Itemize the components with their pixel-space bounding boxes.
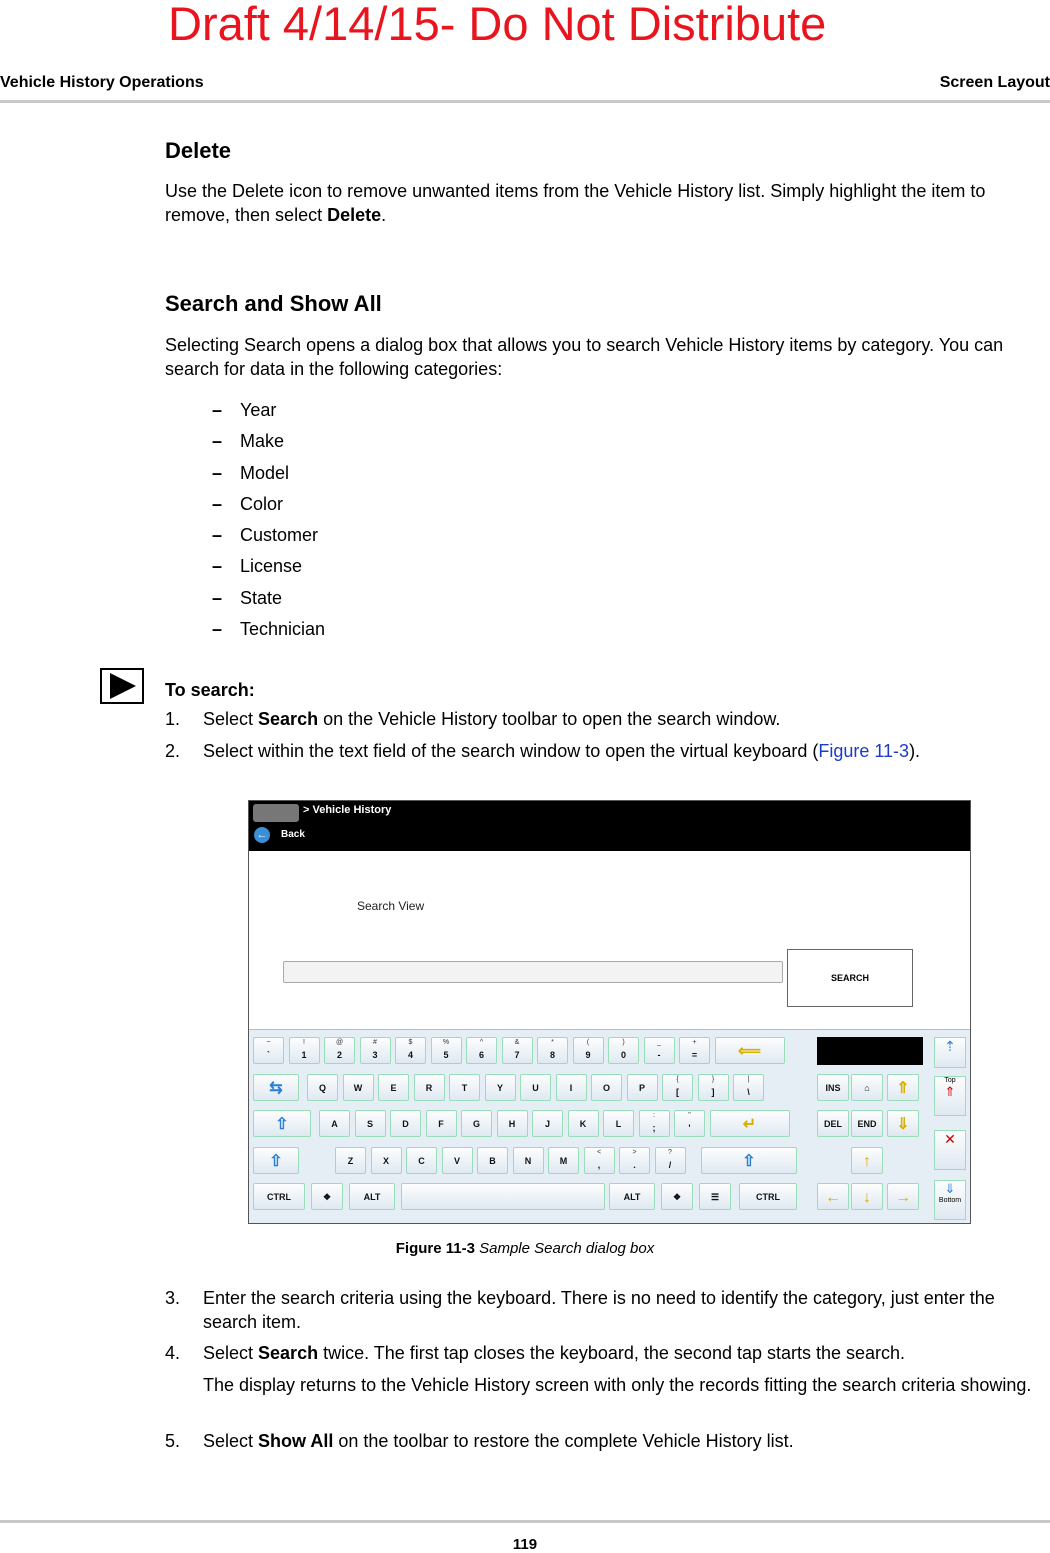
procedure-title: To search: [165, 680, 255, 700]
step-number [165, 1373, 203, 1397]
space-key[interactable] [401, 1183, 605, 1210]
key-u[interactable]: U [520, 1074, 551, 1101]
alt-left-key[interactable]: ALT [349, 1183, 395, 1210]
category-label: Year [240, 400, 277, 420]
key-p[interactable]: P [627, 1074, 658, 1101]
key-6[interactable]: ^ 6 [466, 1037, 497, 1064]
key-/[interactable]: ? / [655, 1147, 686, 1174]
end-key[interactable]: END [851, 1110, 883, 1137]
virtual-keyboard [249, 1029, 970, 1224]
ctrl-left-key[interactable]: CTRL [253, 1183, 305, 1210]
key-=[interactable]: + = [679, 1037, 710, 1064]
enter-key[interactable]: ↵ [710, 1110, 790, 1137]
key-q[interactable]: Q [307, 1074, 338, 1101]
page-number: 119 [512, 1536, 538, 1553]
procedure-step [165, 739, 1045, 763]
procedure-step [165, 707, 1045, 731]
key-s[interactable]: S [355, 1110, 386, 1137]
key-c[interactable]: C [406, 1147, 437, 1174]
key-1[interactable]: ! 1 [289, 1037, 320, 1064]
bullet-dash: – [212, 493, 223, 514]
bullet-dash: – [212, 525, 223, 546]
backspace-key[interactable]: ⟸ [715, 1037, 785, 1064]
category-item [212, 400, 325, 431]
key-t[interactable]: T [449, 1074, 480, 1101]
step-number: 1. [165, 709, 181, 729]
key-8[interactable]: * 8 [537, 1037, 568, 1064]
running-header [0, 74, 1050, 96]
figure-titlebar [249, 801, 970, 851]
key-f[interactable]: F [426, 1110, 457, 1137]
key-d[interactable]: D [390, 1110, 421, 1137]
key-r[interactable]: R [414, 1074, 445, 1101]
close-keyboard-icon[interactable]: ✕ [934, 1130, 966, 1170]
move-keyboard-bottom-button[interactable]: ⇓ Bottom [934, 1180, 966, 1220]
key-`[interactable]: ~ ` [253, 1037, 284, 1064]
step-number: 3. [165, 1288, 181, 1308]
page-down-key[interactable]: ⇓ [887, 1110, 919, 1137]
key-[[interactable]: { [ [662, 1074, 693, 1101]
key-'[interactable]: " ' [674, 1110, 705, 1137]
procedure-step [165, 1429, 1045, 1453]
key-k[interactable]: K [568, 1110, 599, 1137]
category-label: Customer [240, 525, 319, 546]
keyboard-display-bar [817, 1037, 923, 1065]
bullet-dash: – [212, 462, 223, 483]
key-i[interactable]: I [556, 1074, 587, 1101]
search-heading: Search and Show All [165, 291, 382, 316]
key-7[interactable]: & 7 [502, 1037, 533, 1064]
back-button[interactable]: Back [281, 829, 305, 840]
keyboard-dock-up-icon[interactable]: ⇡ [934, 1037, 966, 1068]
search-paragraph: Selecting Search opens a dialog box that allows you to search Vehicle History items by category. You can search for data in the following categories: [165, 335, 1004, 379]
category-item [212, 525, 325, 556]
key-j[interactable]: J [532, 1110, 563, 1137]
key-v[interactable]: V [442, 1147, 473, 1174]
category-item [212, 494, 325, 525]
search-button[interactable]: SEARCH [787, 949, 913, 1007]
step-text: Enter the search criteria using the keyboard. There is no need to identify the category, just enter the search item. [203, 1288, 995, 1332]
procedure-step [165, 1373, 1045, 1397]
category-label: State [240, 587, 283, 608]
del-key[interactable]: DEL [817, 1110, 849, 1137]
bullet-dash: – [212, 587, 223, 608]
key-y[interactable]: Y [485, 1074, 516, 1101]
key-z[interactable]: Z [335, 1147, 366, 1174]
key-9[interactable]: ( 9 [573, 1037, 604, 1064]
page-up-key[interactable]: ⇑ [887, 1074, 919, 1101]
bullet-dash: – [212, 556, 223, 577]
caps-lock-key[interactable]: ⇧ [253, 1110, 311, 1137]
key--[interactable]: _ - [644, 1037, 675, 1064]
key-5[interactable]: % 5 [431, 1037, 462, 1064]
bullet-dash: – [212, 400, 223, 420]
category-label: Model [240, 462, 290, 483]
search-view-title: Search View [357, 899, 425, 913]
step-text: Select within the text field of the search window to open the virtual keyboard (Figure 11-3). [203, 741, 921, 761]
category-item [212, 556, 325, 587]
category-item [212, 431, 325, 462]
step-number: 4. [165, 1343, 181, 1363]
key-b[interactable]: B [477, 1147, 508, 1174]
arrow-right-key[interactable]: → [887, 1183, 919, 1210]
step-text: Select Search on the Vehicle History toolbar to open the search window. [203, 709, 781, 729]
back-arrow-icon[interactable]: ← [254, 827, 270, 843]
key-3[interactable]: # 3 [360, 1037, 391, 1064]
arrow-left-key[interactable]: ← [817, 1183, 849, 1210]
move-keyboard-top-button[interactable]: Top ⇑ [934, 1076, 966, 1116]
delete-heading: Delete [165, 138, 232, 163]
category-item [212, 588, 325, 619]
key-x[interactable]: X [371, 1147, 402, 1174]
ins-key[interactable]: INS [817, 1074, 849, 1101]
category-label: Technician [240, 619, 326, 640]
bullet-dash: – [212, 431, 223, 452]
category-label: License [240, 556, 303, 577]
windows-right-key[interactable]: ❖ [661, 1183, 693, 1210]
arrow-down-key[interactable]: ↓ [851, 1183, 883, 1210]
key-h[interactable]: H [497, 1110, 528, 1137]
key-g[interactable]: G [461, 1110, 492, 1137]
key-m[interactable]: M [548, 1147, 579, 1174]
draft-watermark: Draft 4/14/15- Do Not Distribute [168, 0, 827, 50]
arrow-up-key[interactable]: ↑ [851, 1147, 883, 1174]
key-.[interactable]: > . [619, 1147, 650, 1174]
key-n[interactable]: N [513, 1147, 544, 1174]
procedure-step [165, 1286, 1045, 1334]
key-a[interactable]: A [319, 1110, 350, 1137]
category-label: Make [240, 431, 285, 452]
category-list [212, 400, 325, 650]
menu-key[interactable]: ☰ [699, 1183, 731, 1210]
key-,[interactable]: < , [584, 1147, 615, 1174]
category-item [212, 619, 325, 650]
key-0[interactable]: ) 0 [608, 1037, 639, 1064]
procedure-step [165, 1341, 1045, 1365]
category-item [212, 463, 325, 494]
figure-caption: Figure 11-3 Sample Search dialog box [395, 1240, 655, 1257]
header-chapter: Vehicle History Operations [0, 74, 204, 91]
alt-right-key[interactable]: ALT [609, 1183, 655, 1210]
figure-link[interactable]: Figure 11-3 [818, 741, 910, 761]
windows-left-key[interactable]: ❖ [311, 1183, 343, 1210]
footer-rule [0, 1520, 1050, 1523]
step-text: The display returns to the Vehicle History screen with only the records fitting the search criteria showing. [203, 1375, 1032, 1395]
step-text: Select Search twice. The first tap closes the keyboard, the second tap starts the search. [203, 1343, 906, 1363]
key-\[interactable]: | \ [733, 1074, 764, 1101]
tab-key[interactable]: ⇆ [253, 1074, 299, 1101]
home-key[interactable]: ⌂ [851, 1074, 883, 1101]
ctrl-right-key[interactable]: CTRL [739, 1183, 797, 1210]
delete-paragraph: Use the Delete icon to remove unwanted items from the Vehicle History list. Simply highlight the item to remove, then select Delete. [165, 181, 986, 225]
key-;[interactable]: : ; [639, 1110, 670, 1137]
step-number: 2. [165, 741, 181, 761]
key-o[interactable]: O [591, 1074, 622, 1101]
key-2[interactable]: @ 2 [324, 1037, 355, 1064]
header-rule [0, 100, 1050, 103]
search-input[interactable] [283, 961, 783, 983]
bullet-dash: – [212, 619, 223, 640]
step-text: Select Show All on the toolbar to restore the complete Vehicle History list. [203, 1431, 794, 1451]
key-l[interactable]: L [603, 1110, 634, 1137]
key-4[interactable]: $ 4 [395, 1037, 426, 1064]
figure-breadcrumb: > Vehicle History [303, 804, 392, 816]
step-number: 5. [165, 1431, 181, 1451]
key-w[interactable]: W [343, 1074, 374, 1101]
figure-search-dialog [248, 800, 971, 1224]
key-e[interactable]: E [378, 1074, 409, 1101]
app-logo-icon [253, 804, 299, 822]
key-][interactable]: } ] [698, 1074, 729, 1101]
header-section: Screen Layout [939, 74, 1050, 91]
category-label: Color [240, 493, 284, 514]
shift-left-key[interactable]: ⇧ [253, 1147, 299, 1174]
procedure-arrow-icon [100, 668, 144, 704]
shift-right-key[interactable]: ⇧ [701, 1147, 797, 1174]
